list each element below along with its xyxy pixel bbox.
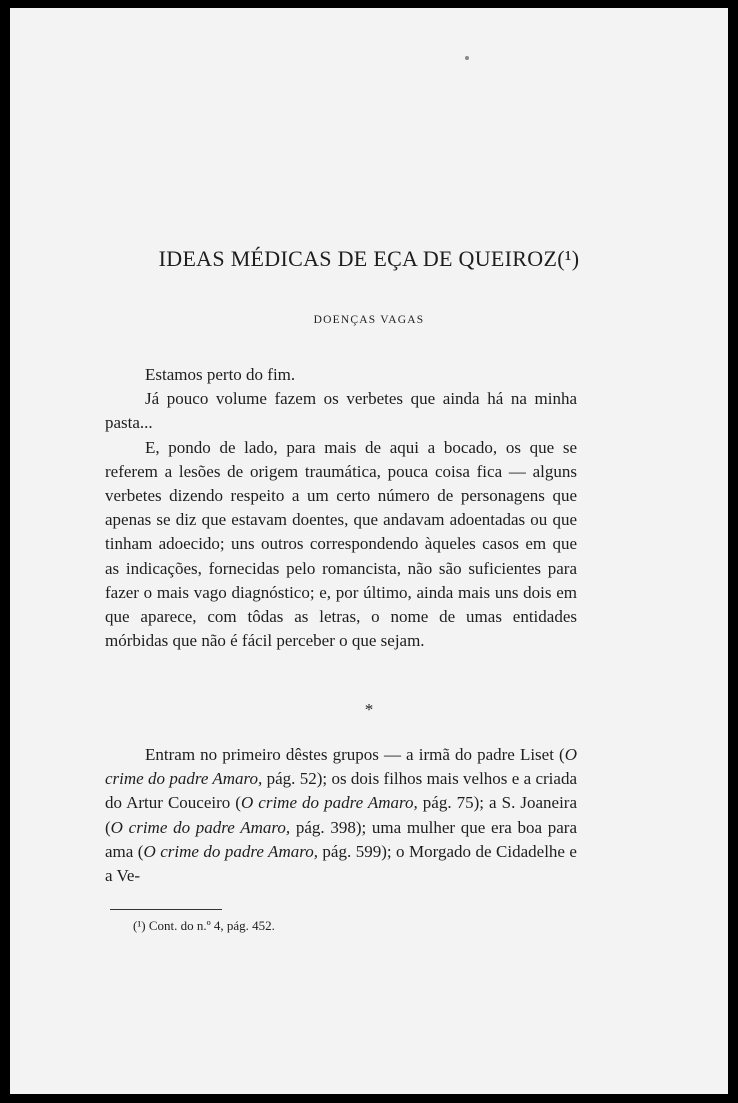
footnote-marker: (¹)	[133, 918, 146, 933]
paragraph	[105, 743, 577, 888]
title-footnote-marker: (¹)	[557, 246, 580, 271]
section-separator: *	[364, 700, 374, 719]
footnote-rule	[110, 909, 222, 910]
book-title: O crime do padre Amaro,	[240, 793, 418, 813]
document-page	[10, 8, 728, 1094]
paragraph: E, pondo de lado, para mais de aqui a bocado, os que se referem a lesões de origem traumática, pouca coisa fica — alguns verbetes dizendo respeito a um certo número de personagens que apenas se diz que estavam doentes, que andavam adoentadas ou que tinham adoecido; uns outros correspondendo àqueles casos em que as indicações, fornecidas pelo romancista, não são suficientes para fazer o mais vago diagnóstico; e, por último, ainda mais uns dois em que aparece, com tôdas as letras, o nome de umas entidades mórbidas que não é fácil perceber o que sejam.	[105, 437, 577, 651]
text-run: pág. 75); a S. Joaneira (	[105, 793, 578, 837]
text-run: pág. 52); os dois filhos mais velhos e a criada do Artur Couceiro (	[105, 769, 577, 813]
book-title: O crime do padre Amaro,	[143, 841, 318, 861]
paragraph: Já pouco volume fazem os verbetes que ainda há na minha pasta...	[105, 389, 577, 433]
ink-speck	[465, 56, 469, 60]
text-run: pág. 398); uma mulher que era boa para ama (	[105, 817, 577, 861]
chapter-title	[10, 246, 728, 272]
footnote	[133, 918, 275, 934]
text-run: pág. 599); o Morgado de Cidadelhe e a Ve-	[105, 841, 577, 886]
footnote-text: Cont. do n.º 4, pág. 452.	[148, 918, 275, 933]
chapter-title-text: IDEAS MÉDICAS DE EÇA DE QUEIROZ	[158, 246, 558, 271]
opening-paragraphs	[105, 363, 577, 653]
section-subtitle: DOENÇAS VAGAS	[313, 314, 425, 326]
text-run: Entram no primeiro dêstes grupos — a irmã do padre Liset (	[145, 745, 565, 764]
book-title: O crime do padre Amaro,	[110, 817, 291, 837]
paragraph: Estamos perto do fim.	[145, 365, 296, 384]
second-section	[105, 743, 577, 888]
book-title: O crime do padre Amaro,	[105, 745, 577, 789]
